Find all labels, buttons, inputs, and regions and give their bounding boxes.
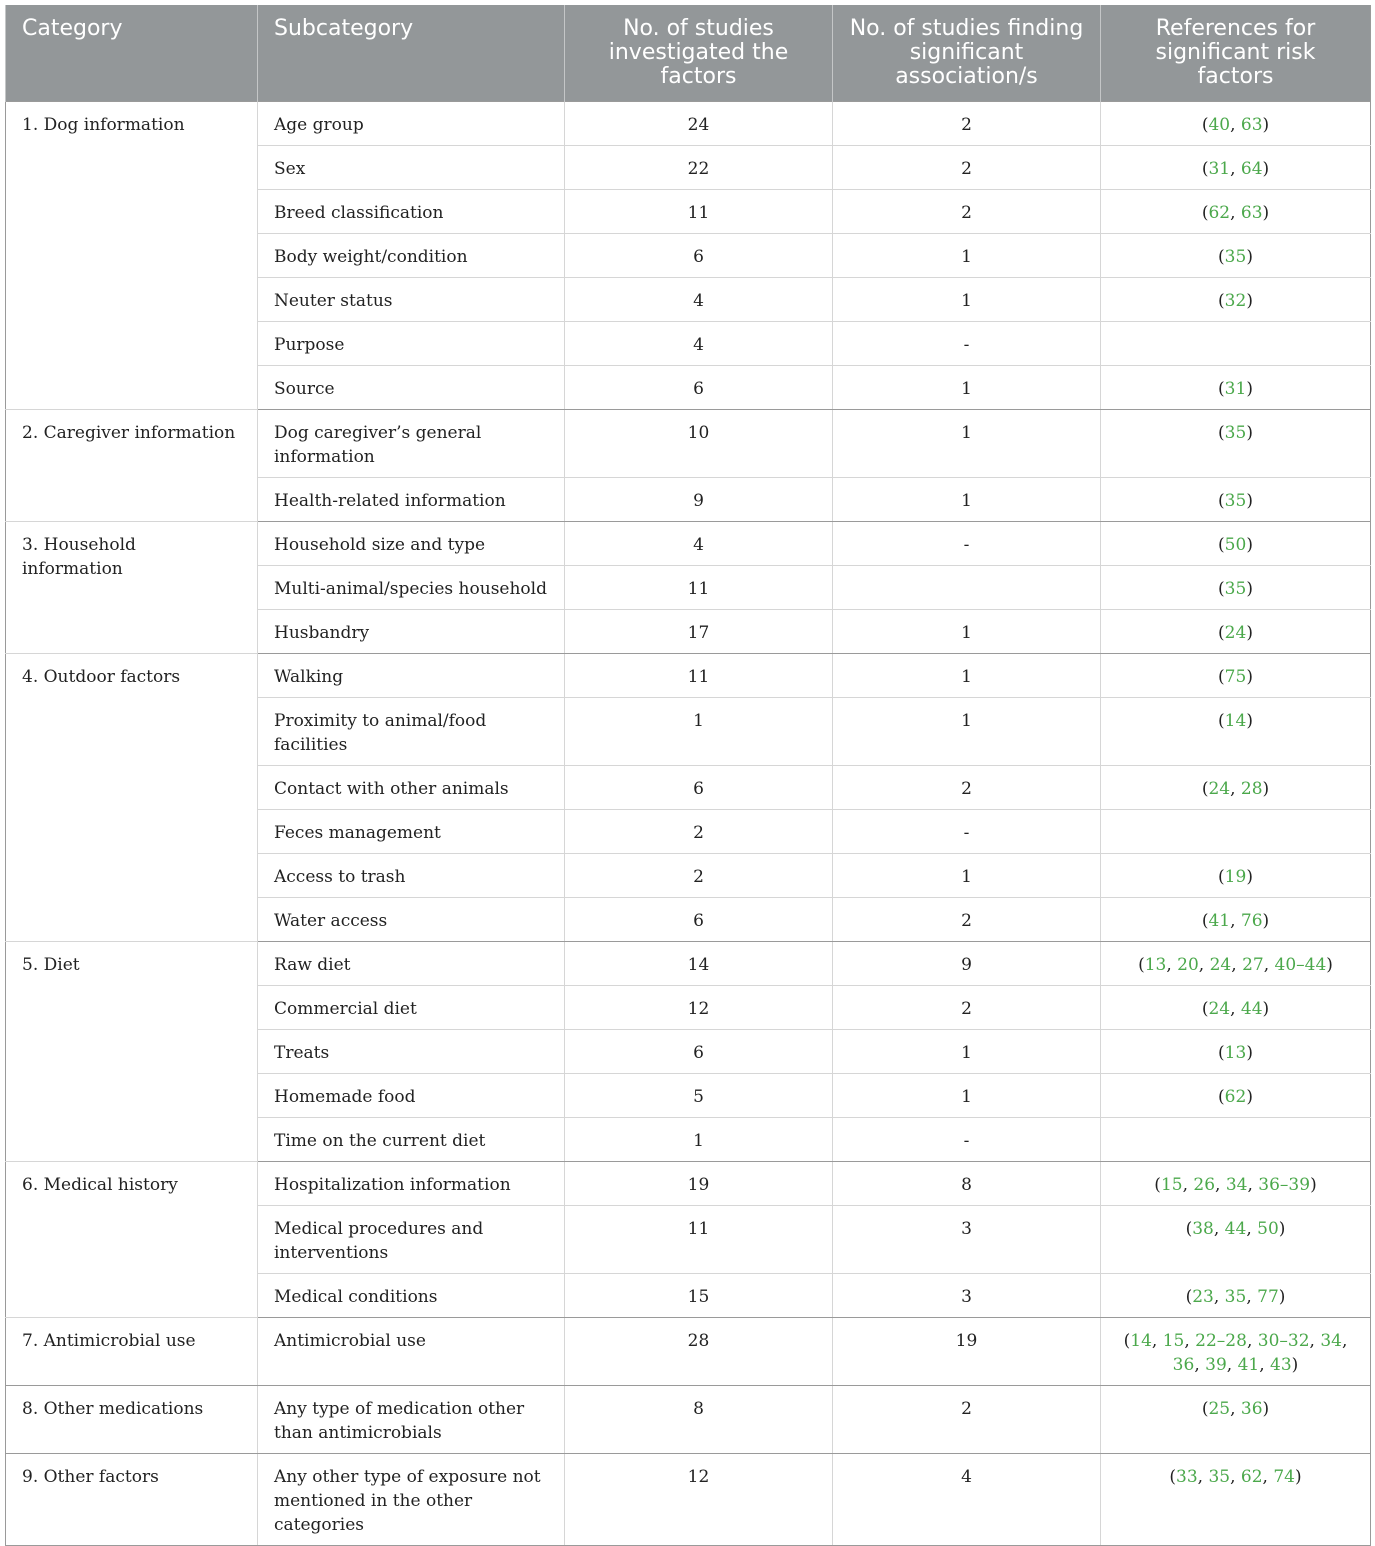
references-cell: (19) — [1101, 854, 1371, 898]
references-cell — [1101, 1118, 1371, 1162]
investigated-count-cell: 11 — [565, 654, 833, 698]
subcategory-cell: Age group — [258, 102, 565, 146]
significant-count-cell: 2 — [833, 146, 1101, 190]
subcategory-cell: Medical conditions — [258, 1274, 565, 1318]
reference-link[interactable]: 36 — [1172, 1355, 1195, 1375]
investigated-count-cell: 28 — [565, 1318, 833, 1386]
significant-count-cell: 1 — [833, 234, 1101, 278]
subcategory-cell: Multi-animal/species household — [258, 566, 565, 610]
significant-count-cell: 1 — [833, 478, 1101, 522]
references-cell: (25, 36) — [1101, 1386, 1371, 1454]
category-cell: 1. Dog information — [6, 102, 258, 410]
risk-factors-table — [5, 5, 1371, 1546]
subcategory-cell: Medical procedures and interventions — [258, 1206, 565, 1274]
significant-count-cell: 2 — [833, 1386, 1101, 1454]
subcategory-cell: Sex — [258, 146, 565, 190]
investigated-count-cell: 11 — [565, 1206, 833, 1274]
reference-link[interactable]: 35 — [1208, 1467, 1231, 1487]
references-cell: (35) — [1101, 478, 1371, 522]
references-cell: (24, 44) — [1101, 986, 1371, 1030]
references-cell: (32) — [1101, 278, 1371, 322]
reference-link[interactable]: 30–32 — [1257, 1331, 1310, 1351]
header-references: References for significant risk factors — [1101, 5, 1371, 102]
significant-count-cell: 4 — [833, 1454, 1101, 1546]
investigated-count-cell: 6 — [565, 1030, 833, 1074]
subcategory-cell: Breed classification — [258, 190, 565, 234]
table-body — [6, 102, 1371, 1546]
reference-link[interactable]: 50 — [1257, 1219, 1279, 1239]
reference-link[interactable]: 13 — [1144, 955, 1167, 975]
reference-link[interactable]: 33 — [1176, 1467, 1198, 1487]
references-cell: (31) — [1101, 366, 1371, 410]
reference-link[interactable]: 44 — [1224, 1219, 1247, 1239]
reference-link[interactable]: 77 — [1257, 1287, 1279, 1307]
subcategory-cell: Any other type of exposure not mentioned in the other categories — [258, 1454, 565, 1546]
category-cell: 7. Antimicrobial use — [6, 1318, 258, 1386]
reference-link[interactable]: 76 — [1240, 911, 1263, 931]
reference-link[interactable]: 40–44 — [1274, 955, 1327, 975]
significant-count-cell: 1 — [833, 410, 1101, 478]
table-row — [6, 522, 1371, 566]
references-cell: (35) — [1101, 234, 1371, 278]
significant-count-cell: 1 — [833, 610, 1101, 654]
subcategory-cell: Time on the current diet — [258, 1118, 565, 1162]
investigated-count-cell: 1 — [565, 698, 833, 766]
significant-count-cell: 1 — [833, 654, 1101, 698]
category-cell: 9. Other factors — [6, 1454, 258, 1546]
references-cell: (40, 63) — [1101, 102, 1371, 146]
significant-count-cell: - — [833, 1118, 1101, 1162]
category-cell: 8. Other medications — [6, 1386, 258, 1454]
table-header — [6, 5, 1371, 102]
references-cell — [1101, 810, 1371, 854]
references-cell — [1101, 322, 1371, 366]
reference-link[interactable]: 63 — [1240, 203, 1263, 223]
significant-count-cell: 1 — [833, 1030, 1101, 1074]
category-cell: 4. Outdoor factors — [6, 654, 258, 942]
reference-link[interactable]: 74 — [1273, 1467, 1295, 1487]
subcategory-cell: Household size and type — [258, 522, 565, 566]
subcategory-cell: Raw diet — [258, 942, 565, 986]
header-studies-significant: No. of studies finding significant association/s — [833, 5, 1101, 102]
reference-link[interactable]: 15 — [1160, 1175, 1183, 1195]
table-row — [6, 654, 1371, 698]
significant-count-cell: 8 — [833, 1162, 1101, 1206]
subcategory-cell: Body weight/condition — [258, 234, 565, 278]
reference-link[interactable]: 24 — [1208, 779, 1231, 799]
reference-link[interactable]: 28 — [1240, 779, 1263, 799]
reference-link[interactable]: 24 — [1209, 955, 1232, 975]
subcategory-cell: Neuter status — [258, 278, 565, 322]
references-cell: (62) — [1101, 1074, 1371, 1118]
investigated-count-cell: 1 — [565, 1118, 833, 1162]
investigated-count-cell: 22 — [565, 146, 833, 190]
references-cell: (50) — [1101, 522, 1371, 566]
subcategory-cell: Walking — [258, 654, 565, 698]
subcategory-cell: Treats — [258, 1030, 565, 1074]
category-cell: 5. Diet — [6, 942, 258, 1162]
table-row — [6, 1454, 1371, 1546]
references-cell: (38, 44, 50) — [1101, 1206, 1371, 1274]
investigated-count-cell: 19 — [565, 1162, 833, 1206]
category-cell: 6. Medical history — [6, 1162, 258, 1318]
significant-count-cell: 3 — [833, 1274, 1101, 1318]
references-cell: (31, 64) — [1101, 146, 1371, 190]
significant-count-cell: - — [833, 810, 1101, 854]
significant-count-cell: 19 — [833, 1318, 1101, 1386]
reference-link[interactable]: 75 — [1224, 667, 1247, 687]
investigated-count-cell: 14 — [565, 942, 833, 986]
investigated-count-cell: 17 — [565, 610, 833, 654]
reference-link[interactable]: 13 — [1224, 1043, 1247, 1063]
table-row — [6, 942, 1371, 986]
reference-link[interactable]: 20 — [1177, 955, 1199, 975]
references-cell: (75) — [1101, 654, 1371, 698]
subcategory-cell: Health-related information — [258, 478, 565, 522]
reference-link[interactable]: 24 — [1224, 623, 1247, 643]
references-cell: (13) — [1101, 1030, 1371, 1074]
reference-link[interactable]: 14 — [1130, 1331, 1152, 1351]
reference-link[interactable]: 23 — [1192, 1287, 1214, 1307]
table-row — [6, 1162, 1371, 1206]
significant-count-cell: 1 — [833, 366, 1101, 410]
references-cell: (33, 35, 62, 74) — [1101, 1454, 1371, 1546]
significant-count-cell: 2 — [833, 898, 1101, 942]
category-cell: 3. Household information — [6, 522, 258, 654]
reference-link[interactable]: 62 — [1240, 1467, 1263, 1487]
reference-link[interactable]: 40 — [1208, 115, 1231, 135]
subcategory-cell: Hospitalization information — [258, 1162, 565, 1206]
significant-count-cell: 2 — [833, 986, 1101, 1030]
header-category: Category — [6, 5, 258, 102]
investigated-count-cell: 2 — [565, 854, 833, 898]
investigated-count-cell: 6 — [565, 234, 833, 278]
reference-link[interactable]: 34 — [1320, 1331, 1342, 1351]
reference-link[interactable]: 41 — [1237, 1355, 1260, 1375]
references-cell: (35) — [1101, 410, 1371, 478]
table-row — [6, 410, 1371, 478]
reference-link[interactable]: 15 — [1162, 1331, 1185, 1351]
table-row — [6, 102, 1371, 146]
references-cell: (23, 35, 77) — [1101, 1274, 1371, 1318]
reference-link[interactable]: 24 — [1208, 999, 1231, 1019]
significant-count-cell: 9 — [833, 942, 1101, 986]
subcategory-cell: Source — [258, 366, 565, 410]
investigated-count-cell: 11 — [565, 566, 833, 610]
investigated-count-cell: 4 — [565, 278, 833, 322]
reference-link[interactable]: 36–39 — [1258, 1175, 1311, 1195]
references-cell: (41, 76) — [1101, 898, 1371, 942]
reference-link[interactable]: 19 — [1224, 867, 1247, 887]
significant-count-cell: 3 — [833, 1206, 1101, 1274]
significant-count-cell: 1 — [833, 698, 1101, 766]
reference-link[interactable]: 38 — [1192, 1219, 1214, 1239]
references-cell: (35) — [1101, 566, 1371, 610]
investigated-count-cell: 10 — [565, 410, 833, 478]
subcategory-cell: Access to trash — [258, 854, 565, 898]
significant-count-cell: - — [833, 322, 1101, 366]
reference-link[interactable]: 34 — [1225, 1175, 1248, 1195]
reference-link[interactable]: 27 — [1242, 955, 1264, 975]
reference-link[interactable]: 35 — [1224, 247, 1247, 267]
reference-link[interactable]: 35 — [1224, 491, 1247, 511]
significant-count-cell: - — [833, 522, 1101, 566]
header-subcategory: Subcategory — [258, 5, 565, 102]
significant-count-cell: 1 — [833, 854, 1101, 898]
investigated-count-cell: 12 — [565, 1454, 833, 1546]
reference-link[interactable]: 36 — [1240, 1399, 1263, 1419]
reference-link[interactable]: 62 — [1224, 1087, 1247, 1107]
investigated-count-cell: 6 — [565, 898, 833, 942]
reference-link[interactable]: 14 — [1224, 711, 1247, 731]
investigated-count-cell: 15 — [565, 1274, 833, 1318]
investigated-count-cell: 8 — [565, 1386, 833, 1454]
significant-count-cell — [833, 566, 1101, 610]
references-cell: (14) — [1101, 698, 1371, 766]
significant-count-cell: 2 — [833, 766, 1101, 810]
subcategory-cell: Any type of medication other than antimicrobials — [258, 1386, 565, 1454]
reference-link[interactable]: 35 — [1224, 1287, 1247, 1307]
significant-count-cell: 2 — [833, 190, 1101, 234]
reference-link[interactable]: 44 — [1240, 999, 1263, 1019]
reference-link[interactable]: 62 — [1208, 203, 1231, 223]
subcategory-cell: Water access — [258, 898, 565, 942]
investigated-count-cell: 2 — [565, 810, 833, 854]
reference-link[interactable]: 63 — [1240, 115, 1263, 135]
references-cell: (24) — [1101, 610, 1371, 654]
significant-count-cell: 1 — [833, 278, 1101, 322]
category-cell: 2. Caregiver information — [6, 410, 258, 522]
investigated-count-cell: 6 — [565, 766, 833, 810]
subcategory-cell: Homemade food — [258, 1074, 565, 1118]
references-cell: (24, 28) — [1101, 766, 1371, 810]
reference-link[interactable]: 50 — [1224, 535, 1247, 555]
table-row — [6, 1318, 1371, 1386]
reference-link[interactable]: 25 — [1208, 1399, 1231, 1419]
investigated-count-cell: 9 — [565, 478, 833, 522]
references-cell: (62, 63) — [1101, 190, 1371, 234]
reference-link[interactable]: 35 — [1224, 423, 1247, 443]
reference-link[interactable]: 22–28 — [1195, 1331, 1247, 1351]
references-cell: (13, 20, 24, 27, 40–44) — [1101, 942, 1371, 986]
investigated-count-cell: 4 — [565, 522, 833, 566]
investigated-count-cell: 24 — [565, 102, 833, 146]
significant-count-cell: 1 — [833, 1074, 1101, 1118]
reference-link[interactable]: 31 — [1224, 379, 1247, 399]
subcategory-cell: Husbandry — [258, 610, 565, 654]
investigated-count-cell: 11 — [565, 190, 833, 234]
subcategory-cell: Dog caregiver’s general information — [258, 410, 565, 478]
header-studies-investigated: No. of studies investigated the factors — [565, 5, 833, 102]
subcategory-cell: Commercial diet — [258, 986, 565, 1030]
investigated-count-cell: 6 — [565, 366, 833, 410]
table-row — [6, 1386, 1371, 1454]
investigated-count-cell: 4 — [565, 322, 833, 366]
reference-link[interactable]: 41 — [1208, 911, 1231, 931]
reference-link[interactable]: 43 — [1270, 1355, 1292, 1375]
reference-link[interactable]: 32 — [1224, 291, 1247, 311]
investigated-count-cell: 12 — [565, 986, 833, 1030]
subcategory-cell: Proximity to animal/food facilities — [258, 698, 565, 766]
significant-count-cell: 2 — [833, 102, 1101, 146]
references-cell: (15, 26, 34, 36–39) — [1101, 1162, 1371, 1206]
subcategory-cell: Purpose — [258, 322, 565, 366]
investigated-count-cell: 5 — [565, 1074, 833, 1118]
subcategory-cell: Contact with other animals — [258, 766, 565, 810]
references-cell: (14, 15, 22–28, 30–32, 34, 36, 39, 41, 43) — [1101, 1318, 1371, 1386]
subcategory-cell: Feces management — [258, 810, 565, 854]
reference-link[interactable]: 26 — [1193, 1175, 1216, 1195]
reference-link[interactable]: 39 — [1205, 1355, 1227, 1375]
subcategory-cell: Antimicrobial use — [258, 1318, 565, 1386]
reference-link[interactable]: 31 — [1208, 159, 1231, 179]
reference-link[interactable]: 64 — [1240, 159, 1263, 179]
reference-link[interactable]: 35 — [1224, 579, 1247, 599]
